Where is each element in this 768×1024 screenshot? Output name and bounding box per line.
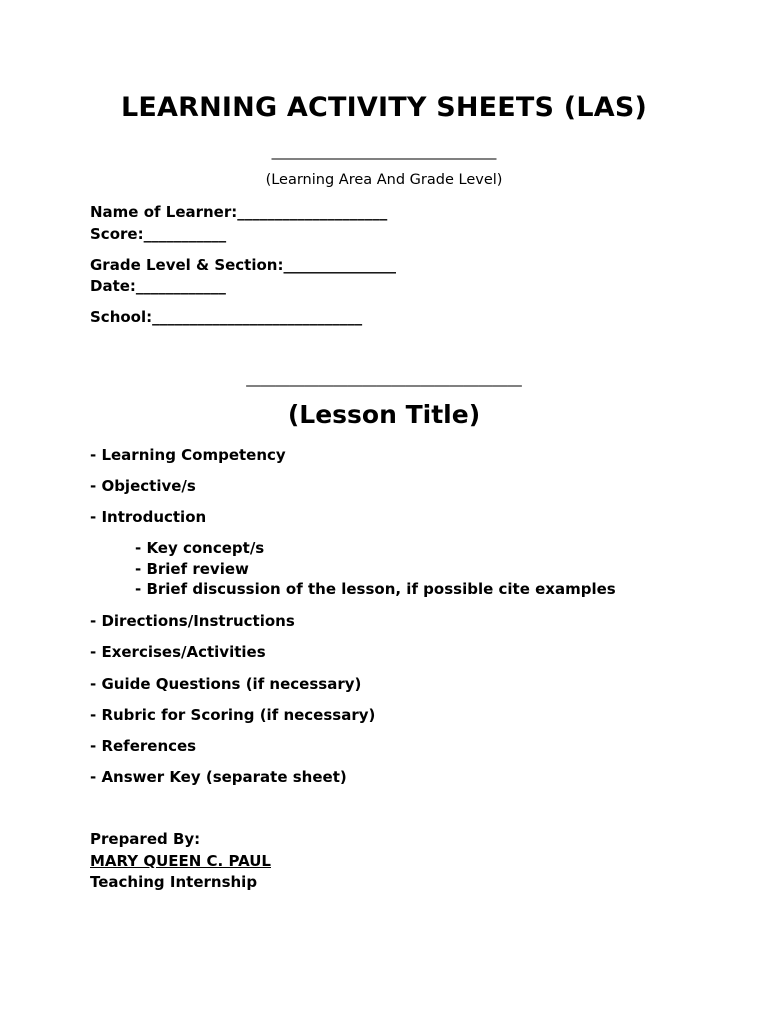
page-title: LEARNING ACTIVITY SHEETS (LAS) xyxy=(120,92,648,123)
list-item: - Exercises/Activities xyxy=(90,643,266,661)
date-field: Date:____________ xyxy=(90,277,226,295)
list-item: - Guide Questions (if necessary) xyxy=(90,675,362,693)
list-item: - Directions/Instructions xyxy=(90,612,295,630)
list-item: - References xyxy=(90,737,197,755)
list-item: - Learning Competency xyxy=(90,446,286,464)
learning-area-caption: (Learning Area And Grade Level) xyxy=(265,172,503,188)
learner-name-field: Name of Learner:____________________ xyxy=(90,203,388,221)
score-field: Score:___________ xyxy=(90,225,227,243)
preparer-name: MARY QUEEN C. PAUL xyxy=(90,852,271,870)
list-item: - Objective/s xyxy=(90,477,196,495)
learning-area-blank: _______________________________ xyxy=(271,144,497,160)
list-item: - Answer Key (separate sheet) xyxy=(90,768,347,786)
lesson-title: (Lesson Title) xyxy=(287,400,481,429)
sub-list-item: - Brief discussion of the lesson, if possible cite examples xyxy=(135,580,616,598)
list-item: - Rubric for Scoring (if necessary) xyxy=(90,706,376,724)
preparer-role: Teaching Internship xyxy=(90,873,258,891)
sub-list-item: - Brief review xyxy=(135,560,249,578)
sub-list-item: - Key concept/s xyxy=(135,539,265,557)
grade-section-field: Grade Level & Section:_______________ xyxy=(90,256,396,274)
prepared-by-label: Prepared By: xyxy=(90,830,201,848)
lesson-title-blank: ______________________________________ xyxy=(246,371,522,387)
list-item: - Introduction xyxy=(90,508,207,526)
school-field: School:____________________________ xyxy=(90,308,363,326)
